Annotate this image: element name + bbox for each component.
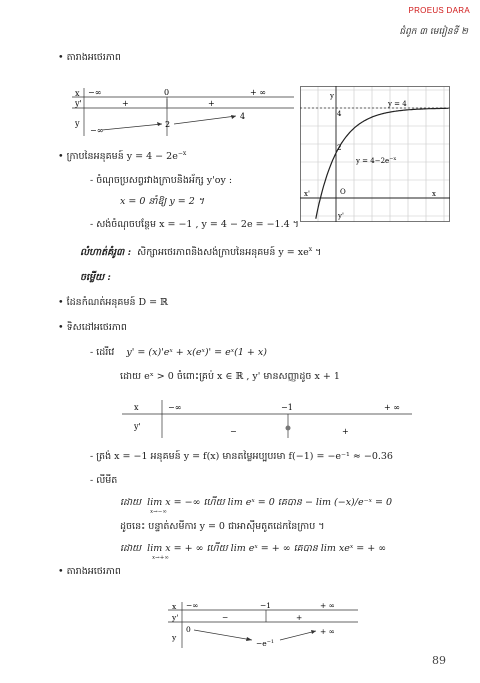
t3-yprime-label: y' xyxy=(172,613,179,622)
t3-x-0: −∞ xyxy=(186,601,199,610)
t1-arrow-1 xyxy=(102,124,162,130)
page-number: 89 xyxy=(432,654,446,667)
derivative-line: - ដេរីវេ y' = (x)'eˣ + x(eˣ)' = eˣ(1 + x) xyxy=(90,347,267,358)
t1-x-2: + ∞ xyxy=(250,88,266,97)
g-label-xprime: x' xyxy=(304,190,310,198)
t1-y-label: y xyxy=(75,119,80,128)
t2-x-2: + ∞ xyxy=(384,403,400,412)
t1-x-0: −∞ xyxy=(88,88,102,97)
intersection-equation: x = 0 នាំឱ្យ y = 2 ។ xyxy=(120,196,205,207)
t3-y-label: y xyxy=(172,633,177,642)
t1-x-label: x xyxy=(75,89,80,98)
lim-sub-2: x→+∞ xyxy=(152,555,169,561)
chapter-heading: ជំពូក ៣ មេរៀនទី ២ xyxy=(399,27,468,37)
g-curve-label: $y = 4-2e^{-x}$ xyxy=(356,156,397,165)
sign-table-2 xyxy=(122,398,412,440)
t2-x-0: −∞ xyxy=(168,403,182,412)
t3-y-2: + ∞ xyxy=(320,627,335,636)
domain-line: • ដែនកំណត់អនុគមន៍ D = ℝ xyxy=(58,297,169,308)
exercise-statement: លំហាត់គំរូ៣ : សិក្សាអថេរភាពនិងសង់ក្រាបនៃអនុគមន៍ $y = xe^x$ ។ xyxy=(80,246,322,259)
g-asymptote-label: y = 4 xyxy=(388,100,407,108)
g-tick-4: 4 xyxy=(337,110,342,118)
variation-table-3 xyxy=(168,600,358,650)
t3-y-0: 0 xyxy=(186,625,191,634)
t3-arrow-1 xyxy=(194,630,252,640)
t3-x-1: −1 xyxy=(260,601,272,610)
t2-sign-0: − xyxy=(230,427,237,436)
t1-y-1: 2 xyxy=(165,120,171,129)
t3-x-2: + ∞ xyxy=(320,601,335,610)
limit-line-1: ដោយ lim x = −∞ ហើយ lim eˣ = 0 គេបាន − lim (−x)/e⁻ˣ = 0 xyxy=(120,497,393,508)
t1-yprime-label: y' xyxy=(75,99,82,108)
solution-label: ចម្លើយ : xyxy=(80,272,111,283)
g-tick-2: 2 xyxy=(337,144,342,152)
t1-x-1: 0 xyxy=(164,88,170,97)
function-graph xyxy=(300,86,450,222)
section-title-variation-2: • តារាងអថេរភាព xyxy=(58,566,121,577)
t1-sign-1: + xyxy=(208,99,215,108)
g-origin: O xyxy=(340,188,346,196)
t1-y-2: 4 xyxy=(240,112,246,121)
t1-sign-0: + xyxy=(122,99,129,108)
t3-arrow-2 xyxy=(280,631,316,640)
g-label-yprime: y' xyxy=(338,212,344,220)
extra-points: - សង់ចំណុចបន្ថែម x = −1 , y = 4 − 2e = −1.4 ។ xyxy=(90,219,299,230)
t2-x-label: x xyxy=(134,403,139,412)
t3-sign-1: + xyxy=(296,613,303,622)
limit-line-2: ដោយ lim x = + ∞ ហើយ lim eˣ = + ∞ គេបាន lim xeˣ = + ∞ xyxy=(120,543,387,554)
t3-sign-0: − xyxy=(222,613,229,622)
g-label-y: y xyxy=(330,92,334,100)
t1-y-0: −∞ xyxy=(90,126,104,135)
extremum-line: - ត្រង់ x = −1 អនុគមន៍ y = f(x) មានតម្លៃអប្បបរមា f(−1) = −e⁻¹ ≈ −0.36 xyxy=(90,451,393,462)
variation-table-1 xyxy=(72,86,294,138)
t1-arrow-2 xyxy=(174,116,236,124)
sign-note: ដោយ eˣ > 0 ចំពោះគ្រប់ x ∈ ℝ , y' មានសញ្ញាដូច x + 1 xyxy=(120,371,340,382)
t2-x-1: −1 xyxy=(281,403,293,412)
t2-yprime-label: y' xyxy=(134,422,141,431)
t2-sign-1: + xyxy=(342,427,349,436)
intersection-heading: - ចំណុចប្រសព្វរវាងក្រាបនិងអ័ក្ស y'oy : xyxy=(90,175,233,186)
direction-heading: • ទិសដៅអថេរភាព xyxy=(58,322,127,333)
brand-label: PROEUS DARA xyxy=(408,6,470,15)
limits-heading: - លីមីត xyxy=(90,475,118,486)
lim-sub-1: x→−∞ xyxy=(150,509,167,515)
t3-x-label: x xyxy=(172,602,177,611)
t3-y-1: $-e^{-1}$ xyxy=(256,639,275,648)
asymptote-note: ដូចនេះ បន្ទាត់សមីការ y = 0 ជាអាស៊ីមតូតដេកនៃក្រាប ។ xyxy=(120,521,325,532)
section-title-variation: • តារាងអថេរភាព xyxy=(58,52,121,63)
graph-section-title: • ក្រាបនៃអនុគមន៍ $y = 4 - 2e^{-x}$ xyxy=(58,150,187,163)
g-label-x: x xyxy=(432,190,436,198)
